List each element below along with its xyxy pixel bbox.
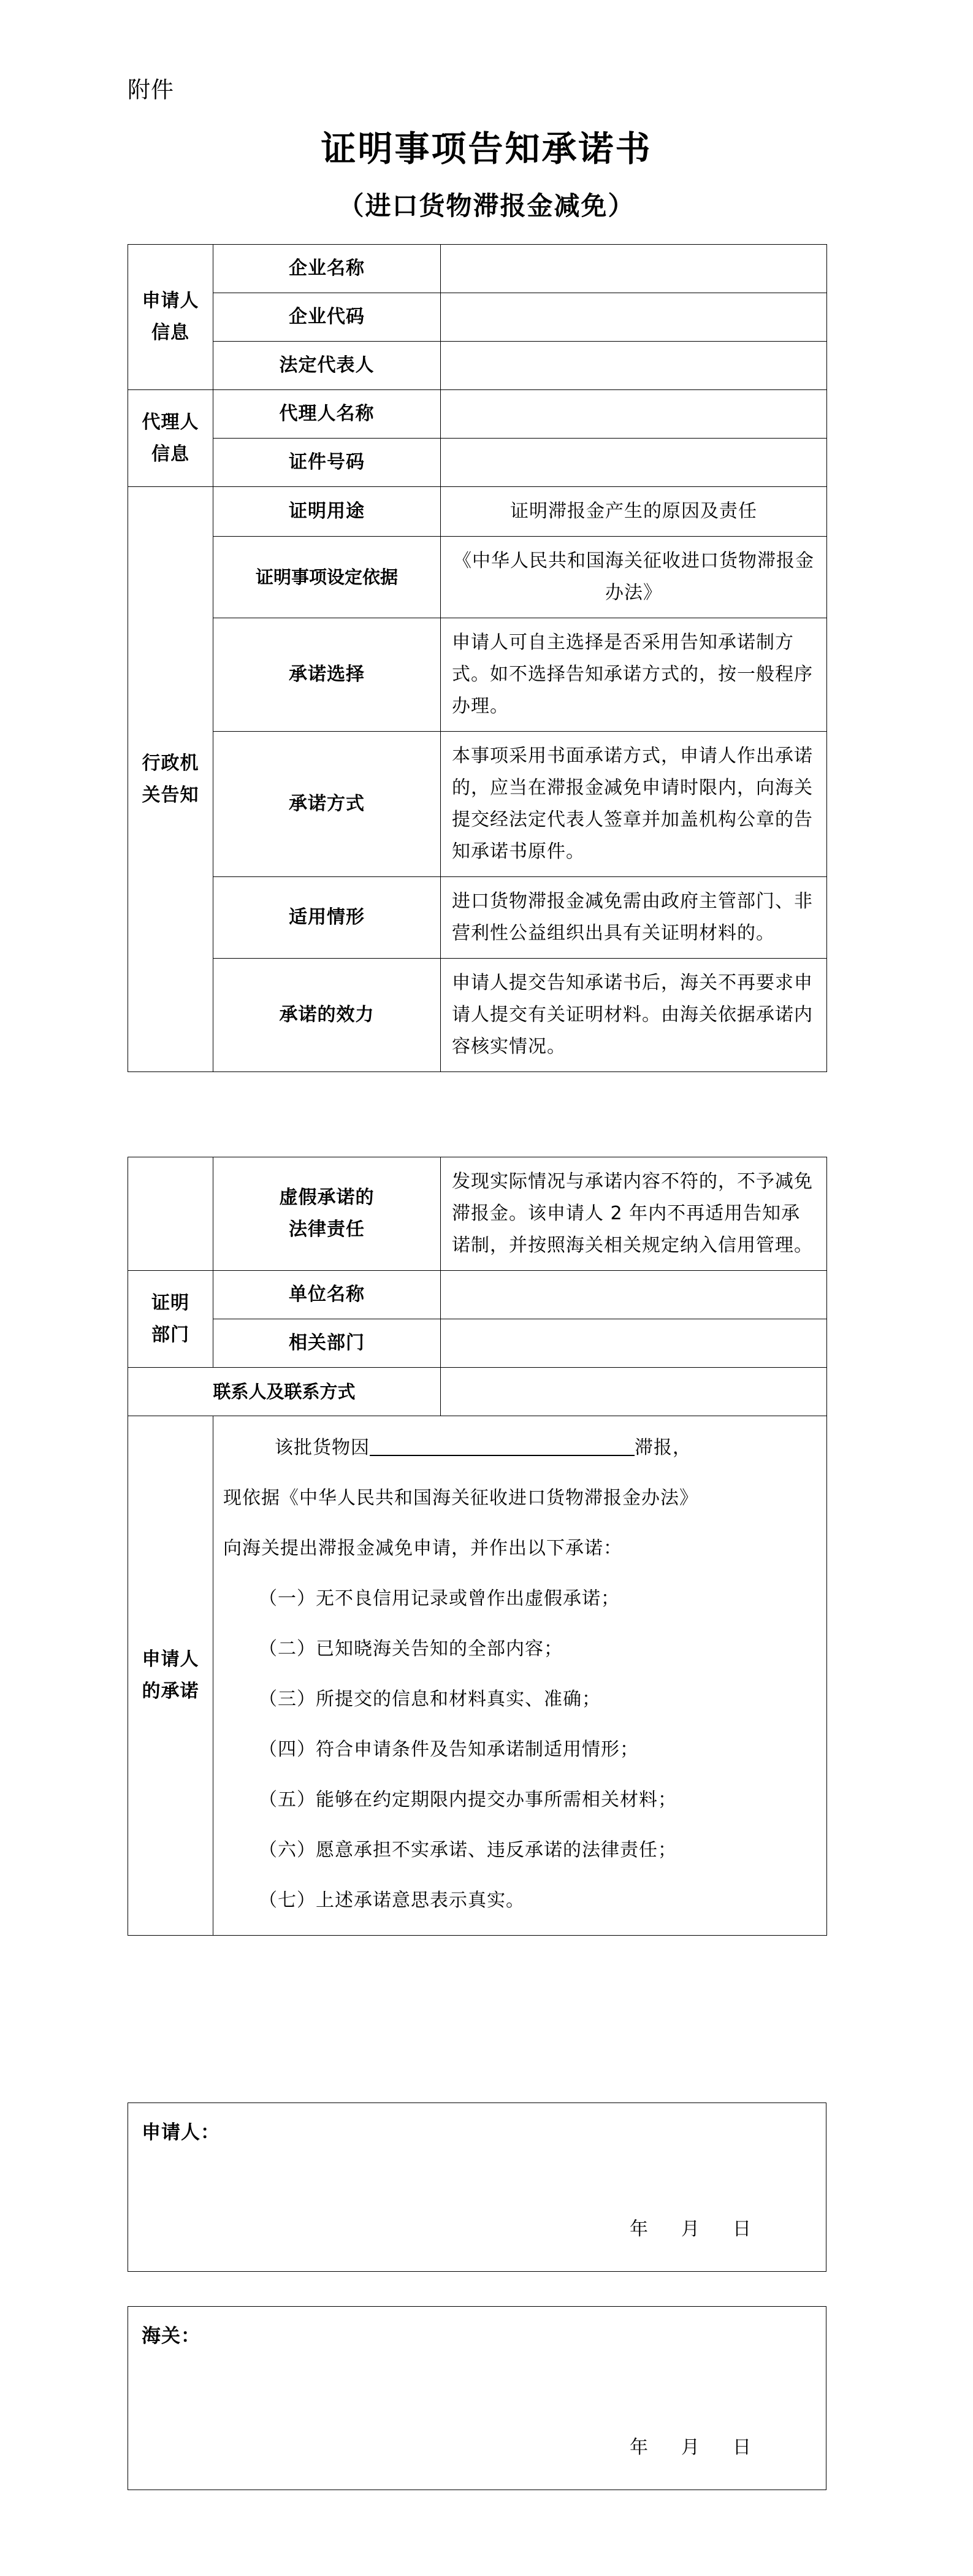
commitment-item: （六）愿意承担不实承诺、违反承诺的法律责任； — [259, 1839, 677, 1861]
table-row — [128, 1368, 827, 1416]
field-label-related-dept: 相关部门 — [213, 1319, 441, 1368]
field-label-commitment-method: 承诺方式 — [213, 732, 441, 877]
field-label-cert-basis: 证明事项设定依据 — [213, 537, 441, 618]
form-table-two-wrapper — [128, 1157, 826, 1936]
field-value-related-dept[interactable] — [441, 1319, 827, 1368]
field-value-contact-person[interactable] — [441, 1368, 827, 1416]
field-label-false-commitment-liability — [213, 1157, 441, 1271]
field-value-false-commitment-liability: 发现实际情况与承诺内容不符的，不予减免滞报金。该申请人 2 年内不再适用告知承诺制，并按照海关相关规定纳入信用管理。 — [441, 1157, 827, 1271]
table-row — [128, 959, 827, 1072]
field-label-agent-name: 代理人名称 — [213, 390, 441, 439]
table-row — [128, 1416, 827, 1936]
commitment-item: （五）能够在约定期限内提交办事所需相关材料； — [259, 1789, 677, 1811]
table-row — [128, 1271, 827, 1319]
section-label-empty-continuation — [128, 1157, 213, 1271]
section-label-line: 申请人 — [142, 290, 199, 312]
date-month-label: 月 — [681, 2437, 701, 2458]
applicant-signature-box — [128, 2103, 826, 2272]
field-value-legal-rep[interactable] — [441, 342, 827, 390]
applicant-signature-label: 申请人： — [142, 2122, 220, 2144]
field-value-cert-purpose: 证明滞报金产生的原因及责任 — [441, 487, 827, 537]
field-label-applicable-case: 适用情形 — [213, 877, 441, 959]
section-label-agency-notice — [128, 487, 213, 1072]
field-label-legal-rep: 法定代表人 — [213, 342, 441, 390]
field-label-unit-name: 单位名称 — [213, 1271, 441, 1319]
field-label-company-name: 企业名称 — [213, 245, 441, 293]
date-year-label: 年 — [630, 2218, 649, 2240]
commitment-intro-prefix: 该批货物因 — [275, 1437, 370, 1459]
field-label-commitment-effect: 承诺的效力 — [213, 959, 441, 1072]
form-table-one-wrapper — [128, 244, 826, 1072]
section-label-line: 部门 — [151, 1324, 189, 1346]
commitment-item: （一）无不良信用记录或曾作出虚假承诺； — [259, 1588, 620, 1609]
date-day-label: 日 — [733, 2437, 752, 2458]
commitment-basis-line: 现依据《中华人民共和国海关征收进口货物滞报金办法》 — [223, 1487, 698, 1509]
section-label-agent-info — [128, 390, 213, 487]
field-value-commitment-effect: 申请人提交告知承诺书后，海关不再要求申请人提交有关证明材料。由海关依据承诺内容核实情况。 — [441, 959, 827, 1072]
table-row — [128, 390, 827, 439]
commitment-intro-line — [223, 1432, 817, 1464]
field-value-applicable-case: 进口货物滞报金减免需由政府主管部门、非营利性公益组织出具有关证明材料的。 — [441, 877, 827, 959]
commitment-item: （二）已知晓海关告知的全部内容； — [259, 1638, 563, 1660]
applicant-signature-date[interactable] — [630, 2216, 752, 2243]
commitment-item: （四）符合申请条件及告知承诺制适用情形； — [259, 1739, 639, 1760]
section-label-line: 关告知 — [142, 784, 199, 806]
field-value-cert-basis: 《中华人民共和国海关征收进口货物滞报金办法》 — [441, 537, 827, 618]
field-value-company-code[interactable] — [441, 293, 827, 342]
field-value-commitment-method: 本事项采用书面承诺方式，申请人作出承诺的，应当在滞报金减免申请时限内，向海关提交经法定代表人签章并加盖机构公章的告知承诺书原件。 — [441, 732, 827, 877]
table-row — [128, 439, 827, 487]
table-row — [128, 618, 827, 732]
attachment-label: 附件 — [128, 77, 174, 103]
table-row — [128, 342, 827, 390]
commitment-request-line: 向海关提出滞报金减免申请，并作出以下承诺： — [223, 1538, 622, 1559]
table-row — [128, 537, 827, 618]
section-label-line: 行政机 — [142, 752, 199, 774]
table-row — [128, 293, 827, 342]
section-label-applicant-commitment — [128, 1416, 213, 1936]
field-value-company-name[interactable] — [441, 245, 827, 293]
customs-signature-date[interactable] — [630, 2434, 752, 2461]
customs-signature-label: 海关： — [142, 2325, 200, 2347]
field-label-cert-purpose: 证明用途 — [213, 487, 441, 537]
applicant-commitment-body — [213, 1416, 827, 1936]
field-value-commitment-choice: 申请人可自主选择是否采用告知承诺制方式。如不选择告知承诺方式的，按一般程序办理。 — [441, 618, 827, 732]
field-label-contact-person: 联系人及联系方式 — [128, 1368, 441, 1416]
commitment-item: （七）上述承诺意思表示真实。 — [259, 1890, 525, 1911]
date-day-label: 日 — [733, 2218, 752, 2240]
commitment-intro-suffix: 滞报， — [635, 1437, 692, 1459]
section-label-line: 证明 — [151, 1292, 189, 1314]
section-label-applicant-info — [128, 245, 213, 390]
date-year-label: 年 — [630, 2437, 649, 2458]
section-label-line: 代理人 — [142, 411, 199, 433]
table-row — [128, 877, 827, 959]
date-month-label: 月 — [681, 2218, 701, 2240]
form-table-one — [128, 244, 827, 1072]
table-row — [128, 487, 827, 537]
section-label-cert-department — [128, 1271, 213, 1368]
page-subtitle: （进口货物滞报金减免） — [338, 191, 635, 221]
field-value-agent-id[interactable] — [441, 439, 827, 487]
form-table-two — [128, 1157, 827, 1936]
field-value-unit-name[interactable] — [441, 1271, 827, 1319]
field-value-agent-name[interactable] — [441, 390, 827, 439]
section-label-line: 申请人 — [142, 1649, 199, 1670]
section-label-line: 信息 — [151, 443, 189, 465]
section-label-line: 的承诺 — [142, 1681, 199, 1702]
table-row — [128, 1319, 827, 1368]
page-title: 证明事项告知承诺书 — [321, 128, 652, 169]
table-row — [128, 732, 827, 877]
customs-signature-box — [128, 2306, 826, 2490]
table-row — [128, 245, 827, 293]
field-label-line: 法律责任 — [289, 1219, 365, 1240]
section-label-line: 信息 — [151, 322, 189, 343]
field-label-line: 虚假承诺的 — [279, 1187, 375, 1208]
field-label-agent-id: 证件号码 — [213, 439, 441, 487]
commitment-item: （三）所提交的信息和材料真实、准确； — [259, 1689, 601, 1710]
table-row — [128, 1157, 827, 1271]
reason-fill-blank[interactable] — [370, 1436, 635, 1456]
field-label-company-code: 企业代码 — [213, 293, 441, 342]
field-label-commitment-choice: 承诺选择 — [213, 618, 441, 732]
